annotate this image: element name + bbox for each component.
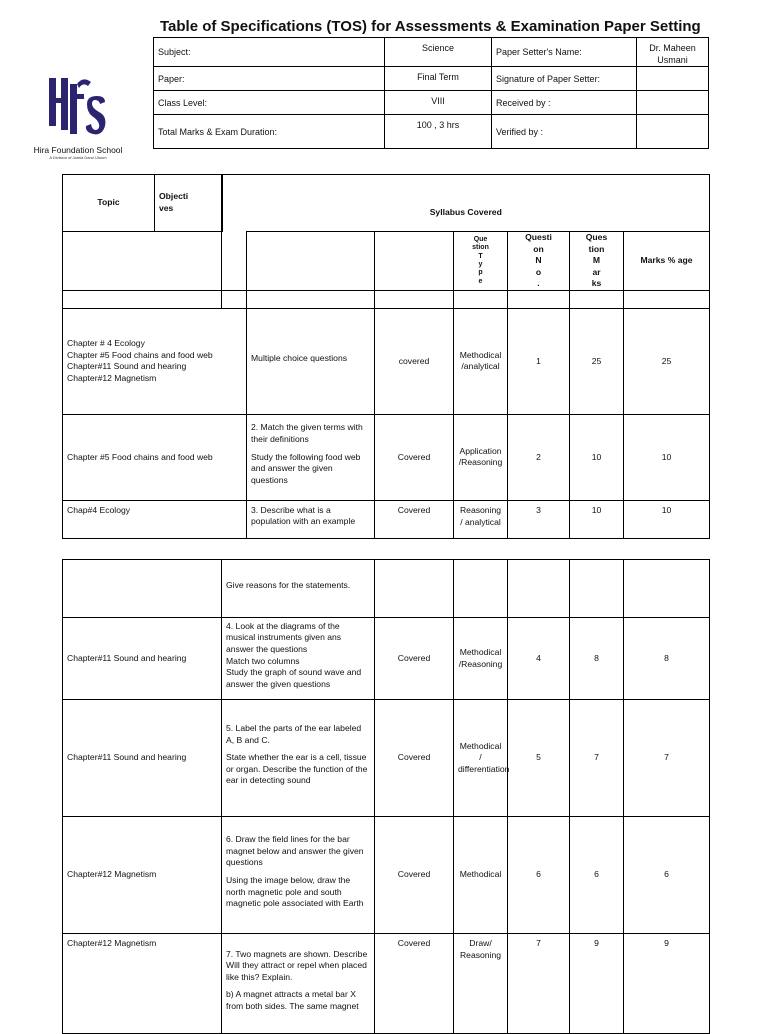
topic-cell: Chapter#11 Sound and hearing [63,700,222,817]
question-marks: 10 [570,414,624,500]
header-topic: Topic [63,175,155,232]
exam-info-row [154,91,709,115]
question-cell [247,414,375,500]
marks-percent: 25 [624,308,710,414]
question-cell [247,500,375,538]
exam-info-row [154,67,709,91]
table-row [63,308,710,414]
marks-percent: 7 [624,700,710,817]
marks-percent: 9 [624,934,710,1034]
info-label-right: Verified by : [492,115,637,149]
question-marks [570,560,624,618]
question-type: Draw/ Reasoning [454,934,508,1034]
question-number [508,560,570,618]
question-marks: 8 [570,618,624,700]
question-text: 7. Two magnets are shown. Describe Will they attract or repel when placed like this? Explain. [226,948,368,982]
topic-cell: Chap#4 Ecology [63,500,247,538]
coverage-status: Covered [375,700,454,817]
document-title: Table of Specifications (TOS) for Assessments & Examination Paper Setting [160,18,701,35]
topic-cell: Chapter#11 Sound and hearing [63,618,222,700]
topic-cell: Chapter#12 Magnetism [63,934,222,1034]
table-row [63,560,710,618]
question-type: Methodical /analytical [454,308,508,414]
header-question-no: Questi on N o . [508,232,570,291]
question-text: 4. Look at the diagrams of the musical instruments given ans answer the questions Match two columns Study the graph of sound wave and answer the given questions [226,620,362,689]
question-type [454,560,508,618]
info-value: VIII [385,91,492,115]
specification-table [62,174,710,539]
question-type: Methodical /Reasoning [454,618,508,700]
question-marks: 7 [570,700,624,817]
question-number: 2 [508,414,570,500]
question-number: 5 [508,700,570,817]
info-label-right: Received by : [492,91,637,115]
info-value-right [637,91,709,115]
exam-info-row [154,115,709,149]
coverage-status: covered [375,308,454,414]
question-cell [222,618,375,700]
question-number: 4 [508,618,570,700]
question-number: 7 [508,934,570,1034]
question-cell [222,700,375,817]
question-type: Reasoning / analytical [454,500,508,538]
info-value: Science [385,38,492,67]
marks-percent: 8 [624,618,710,700]
question-text: 3. Describe what is a population with an example [251,504,356,527]
question-text: Give reasons for the statements. [226,579,351,590]
marks-percent: 10 [624,414,710,500]
exam-info-table [153,37,709,149]
hfs-logo-icon [47,74,109,144]
info-value: 100 , 3 hrs [385,115,492,149]
header-question-marks: Ques tion M ar ks [570,232,624,291]
question-cell [222,560,375,618]
question-number: 1 [508,308,570,414]
question-text: State whether the ear is a cell, tissue or organ. Describe the function of the ear in detecting sound [226,752,368,786]
topic-cell [63,560,222,618]
header-objectives: Objecti ves [155,175,222,232]
question-text: 6. Draw the field lines for the bar magnet below and answer the given questions [226,834,364,868]
coverage-status: Covered [375,500,454,538]
topic-cell: Chapter#12 Magnetism [63,817,222,934]
school-logo [28,74,128,160]
coverage-status: Covered [375,817,454,934]
question-text: Using the image below, draw the north magnetic pole and south magnetic pole associated with Earth [226,875,364,909]
info-value-right [637,115,709,149]
topic-cell: Chapter # 4 Ecology Chapter #5 Food chains and food web Chapter#11 Sound and hearing Chapter#12 Magnetism [63,308,247,414]
marks-percent: 10 [624,500,710,538]
question-text: Multiple choice questions [251,352,348,363]
coverage-status: Covered [375,934,454,1034]
info-label: Total Marks & Exam Duration: [154,115,385,149]
specification-table-continued [62,559,710,1034]
info-value: Final Term [385,67,492,91]
info-label-right: Signature of Paper Setter: [492,67,637,91]
question-marks: 9 [570,934,624,1034]
coverage-status: Covered [375,414,454,500]
table-row [63,934,710,1034]
question-text: 5. Label the parts of the ear labeled A, B and C. [226,723,362,745]
table-row [63,500,710,538]
question-marks: 6 [570,817,624,934]
info-label: Class Level: [154,91,385,115]
question-number: 6 [508,817,570,934]
info-value-right [637,67,709,91]
topic-cell: Chapter #5 Food chains and food web [63,414,247,500]
question-type: Methodical / differentiation [454,700,508,817]
question-text: b) A magnet attracts a metal bar X from both sides. The same magnet [226,989,359,1011]
question-type: Application /Reasoning [454,414,508,500]
question-cell [222,817,375,934]
coverage-status [375,560,454,618]
info-label: Paper: [154,67,385,91]
question-number: 3 [508,500,570,538]
table-row [63,414,710,500]
table-row [63,817,710,934]
info-value-right: Dr. Maheen Usmani [637,38,709,67]
question-text: Study the following food web and answer the given questions [251,451,361,485]
table-row [63,700,710,817]
coverage-status: Covered [375,618,454,700]
marks-percent: 6 [624,817,710,934]
question-type: Methodical [454,817,508,934]
header-syllabus-covered: Syllabus Covered [222,175,710,232]
school-tagline: A Division of Jamia Darul Uloom [49,155,107,160]
header-marks-percent: Marks % age [624,232,710,291]
marks-percent [624,560,710,618]
question-cell [222,934,375,1034]
info-label: Subject: [154,38,385,67]
question-cell [247,308,375,414]
question-marks: 10 [570,500,624,538]
header-question-type: Que stion T y p e [454,232,508,291]
info-label-right: Paper Setter's Name: [492,38,637,67]
table-row [63,618,710,700]
question-marks: 25 [570,308,624,414]
school-name: Hira Foundation School [33,145,123,155]
question-text: 2. Match the given terms with their definitions [251,422,363,445]
exam-info-row [154,38,709,67]
